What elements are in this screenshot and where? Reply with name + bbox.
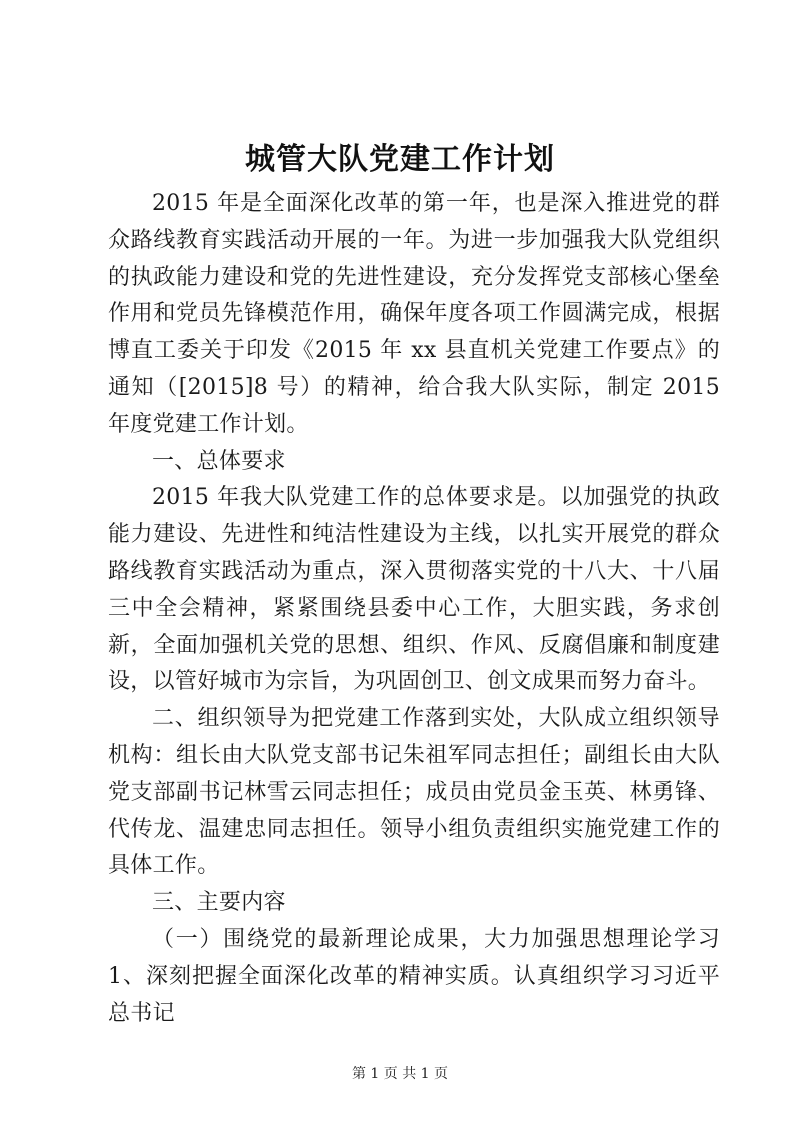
- paragraph-organization-leadership: 二、组织领导为把党建工作落到实处，大队成立组织领导机构：组长由大队党支部书记朱祖军同志担任；副组长由大队党支部副书记林雪云同志担任；成员由党员金玉英、林勇锋、代传龙、温建忠同志担任。领导小组负责组织实施党建工作的具体工作。: [108, 706, 720, 879]
- paragraph-intro: 2015 年是全面深化改革的第一年，也是深入推进党的群众路线教育实践活动开展的一年。为进一步加强我大队党组织的执政能力建设和党的先进性建设，充分发挥党支部核心堡垒作用和党员先锋模范作用，确保年度各项工作圆满完成，根据博直工委关于印发《2015 年 xx 县直机关党建工作要点》的通知（[2015]8 号）的精神，给合我大队实际，制定 2015 年度党建工作计划。: [108, 191, 720, 437]
- page-footer: 第 1 页 共 1 页: [351, 1066, 449, 1082]
- paragraph-theory-study: （一）围绕党的最新理论成果，大力加强思想理论学习 1、深刻把握全面深化改革的精神实质。认真组织学习习近平总书记: [108, 926, 720, 1026]
- document-body: [108, 186, 720, 1032]
- heading-general-requirements: 一、总体要求: [152, 448, 286, 474]
- paragraph-general-requirements: 2015 年我大队党建工作的总体要求是。以加强党的执政能力建设、先进性和纯洁性建设为主线，以扎实开展党的群众路线教育实践活动为重点，深入贯彻落实党的十八大、十八届三中全会精神，紧紧围绕县委中心工作，大胆实践，务求创新，全面加强机关党的思想、组织、作风、反腐倡廉和制度建设，以管好城市为宗旨，为巩固创卫、创文成果而努力奋斗。: [108, 485, 720, 695]
- heading-main-content: 三、主要内容: [152, 890, 286, 916]
- document-title: 城管大队党建工作计划: [245, 142, 555, 177]
